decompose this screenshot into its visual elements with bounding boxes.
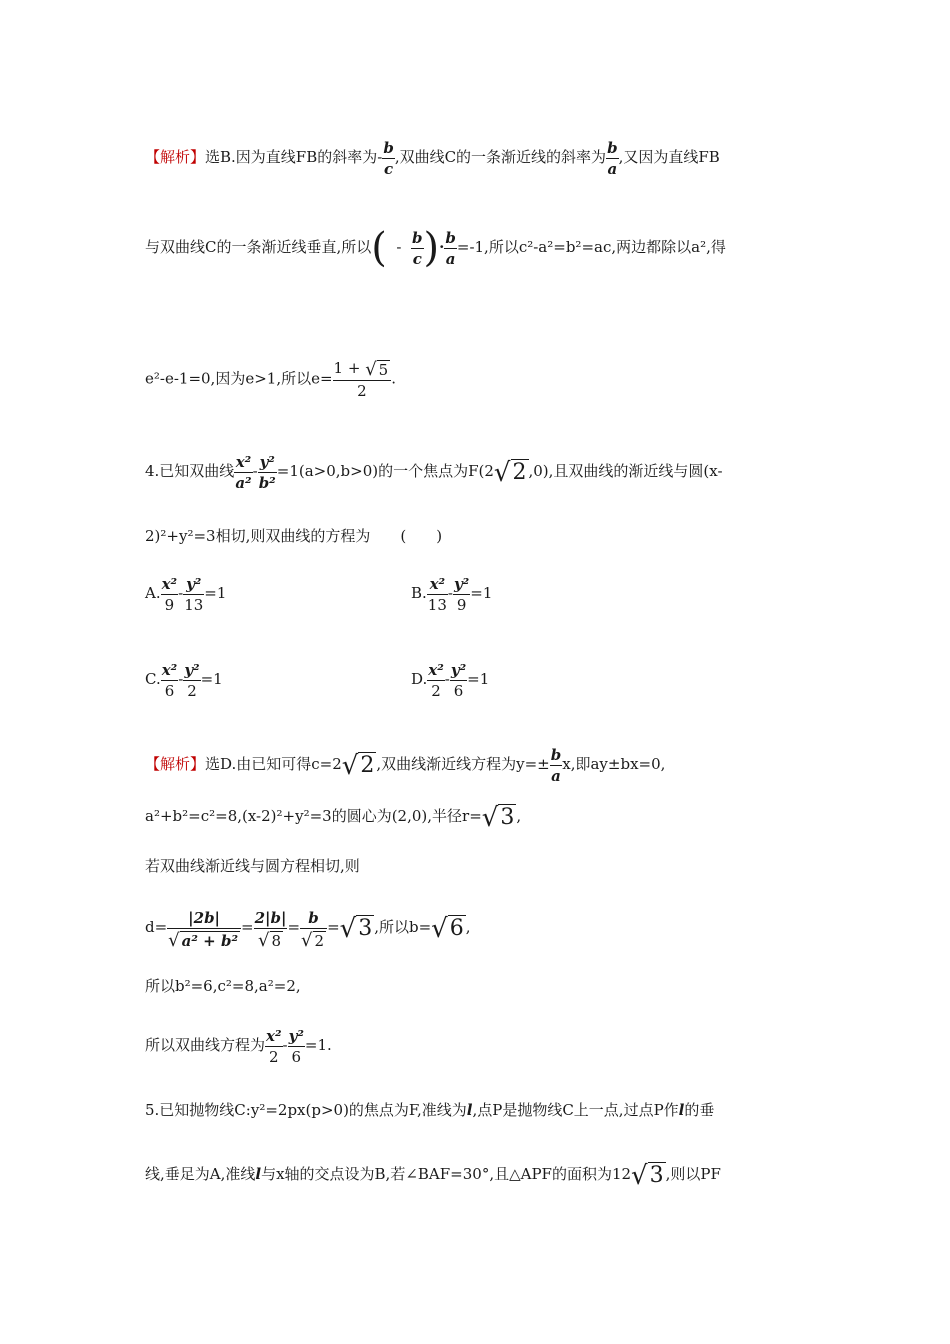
text: 2)²+y²=3相切,则双曲线的方程为 ( ) bbox=[145, 527, 443, 545]
fraction-b-over-c: $\frac{b}{c}$ bbox=[412, 229, 423, 268]
q4-line2 bbox=[145, 526, 442, 546]
text: ,0),且双曲线的渐近线与圆(x- bbox=[528, 462, 723, 480]
text: ,又因为直线FB bbox=[618, 148, 720, 166]
option-c: C. $\frac{\text{x²}}{6}$ - $\frac{\text{y²}}{2}$ =1 bbox=[145, 661, 223, 700]
analysis-tag: 【解析】 bbox=[145, 148, 206, 166]
sqrt-2: √2 bbox=[493, 457, 527, 488]
fraction-y2-b2: $\frac{\text{y²}}{\text{b²}}$ bbox=[258, 453, 276, 492]
sol3-line2 bbox=[145, 225, 726, 271]
q5-line1: 5.已知抛物线C:y²=2px(p>0)的焦点为F,准线为l,点P是抛物线C上一点,过点P作l的垂 bbox=[145, 1101, 715, 1119]
sol4-line3: 若双曲线渐近线与圆方程相切,则 bbox=[145, 857, 360, 875]
sol3-line3: e²-e-1=0,因为e>1,所以e= $\frac{1 + √ 5}{2}$ . bbox=[145, 358, 396, 400]
text: ,双曲线C的一条渐近线的斜率为 bbox=[394, 148, 607, 166]
option-d: D. $\frac{\text{x²}}{2}$ - $\frac{\text{y²}}{6}$ =1 bbox=[411, 661, 490, 700]
sol4-line5: 所以b²=6,c²=8,a²=2, bbox=[145, 977, 301, 995]
text: e²-e-1=0,因为e>1,所以e= bbox=[145, 369, 333, 388]
dot-operator: · bbox=[439, 238, 445, 256]
text: 选B.因为直线FB的斜率为- bbox=[205, 148, 383, 166]
fraction-golden-ratio: $\frac{1 + √ 5}{2}$ bbox=[333, 358, 392, 401]
fraction-b-over-a: $\frac{b}{a}$ bbox=[607, 139, 618, 178]
text: 与双曲线C的一条渐近线垂直,所以 bbox=[145, 238, 372, 256]
q4-line1: 4.已知双曲线 $\frac{\text{x²}}{\text{a²}}$ - $\frac{\text{y²}}{\text{b²}}$ =1(a>0,b>0)的一个焦点为F(2√2 ,0),且双曲线的渐近线与圆(x- bbox=[145, 453, 723, 492]
sol4-line1: 【解析】选D.由已知可得c=2√2 ,双曲线渐近线方程为y=± $\frac{b}{a}$ x,即ay±bx=0, bbox=[145, 746, 666, 785]
sol4-line2: a²+b²=c²=8,(x-2)²+y²=3的圆心为(2,0),半径r=√3 , bbox=[145, 802, 522, 833]
right-paren: ) bbox=[423, 225, 440, 271]
q5-line2: 线,垂足为A,准线l与x轴的交点设为B,若∠BAF=30°,且△APF的面积为12√3 ,则以PF bbox=[145, 1160, 721, 1191]
text: 4.已知双曲线 bbox=[145, 462, 235, 480]
sol3-line1 bbox=[145, 138, 720, 179]
analysis-tag: 【解析】 bbox=[145, 755, 206, 773]
text: =-1,所以c²-a²=b²=ac,两边都除以a²,得 bbox=[456, 238, 726, 256]
fraction-b-over-a: $\frac{b}{a}$ bbox=[445, 229, 456, 268]
option-b: B. $\frac{\text{x²}}{13}$ - $\frac{\text{y²}}{9}$ =1 bbox=[411, 575, 493, 614]
option-a: A. $\frac{\text{x²}}{9}$ - $\frac{\text{y²}}{13}$ =1 bbox=[145, 575, 227, 614]
fraction-b-over-c: $\frac{b}{c}$ bbox=[383, 139, 394, 178]
sol4-line6: 所以双曲线方程为 $\frac{\text{x²}}{2}$ - $\frac{\text{y²}}{6}$ =1. bbox=[145, 1027, 332, 1066]
minus-sign: - bbox=[396, 238, 402, 256]
fraction-x2-a2: $\frac{\text{x²}}{\text{a²}}$ bbox=[235, 453, 252, 492]
sol4-line4: d= $\frac{|2b|}{\text{√ a² + b²}}$ = $\frac{2|b|}{√ 8}$ = $\frac{b}{√ 2}$ =√3 ,所以b=√6 , bbox=[145, 909, 471, 951]
text: =1(a>0,b>0)的一个焦点为F(2 bbox=[276, 462, 494, 480]
left-paren: ( bbox=[371, 225, 387, 271]
